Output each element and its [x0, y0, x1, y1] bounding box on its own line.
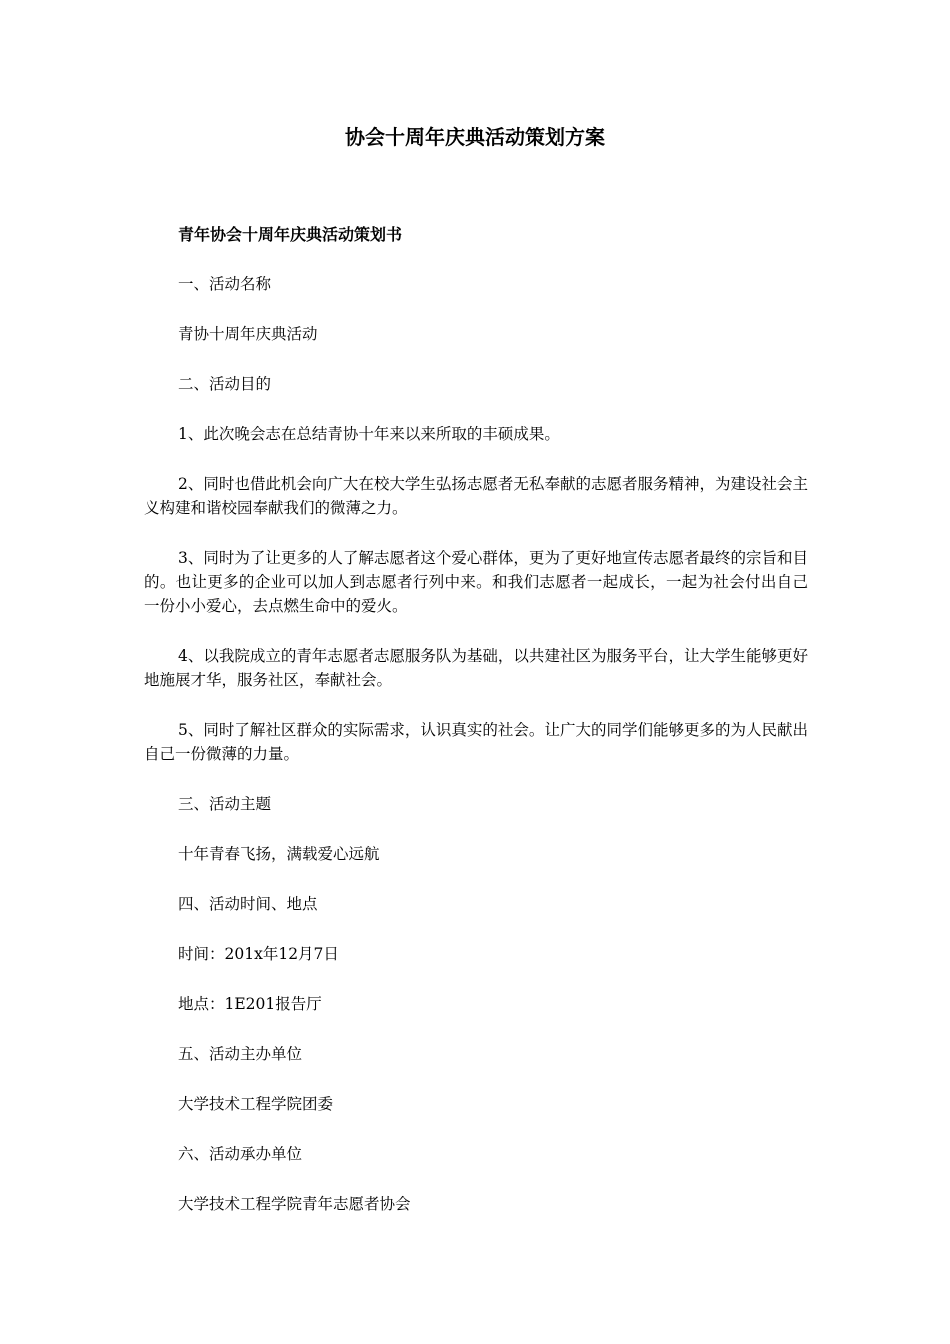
- paragraph-time: 时间：201x年12月7日: [178, 945, 339, 963]
- paragraph-purpose-4: 4、以我院成立的青年志愿者志愿服务队为基础，以共建社区为服务平台，让大学生能够更好地施展才华，服务社区，奉献社会。: [144, 647, 808, 689]
- paragraph-place: 地点：1E201报告厅: [178, 995, 322, 1013]
- section-heading-activity-purpose: 二、活动目的: [178, 375, 272, 393]
- document-subtitle: 青年协会十周年庆典活动策划书: [178, 225, 403, 244]
- paragraph-activity-name: 青协十周年庆典活动: [178, 325, 318, 343]
- paragraph-purpose-3: 3、同时为了让更多的人了解志愿者这个爱心群体，更为了更好地宣传志愿者最终的宗旨和目的。也让更多的企业可以加人到志愿者行列中来。和我们志愿者一起成长，一起为社会付出自己一份小小爱心，去点燃生命中的爱火。: [144, 549, 808, 615]
- paragraph-purpose-1: 1、此次晚会志在总结青协十年来以来所取的丰硕成果。: [178, 425, 560, 443]
- paragraph-host: 大学技术工程学院团委: [178, 1095, 334, 1113]
- paragraph-organizer: 大学技术工程学院青年志愿者协会: [178, 1195, 411, 1213]
- section-heading-time-place: 四、活动时间、地点: [178, 895, 318, 913]
- document-body: [144, 222, 808, 1242]
- document-title: 协会十周年庆典活动策划方案: [345, 125, 605, 149]
- section-heading-organizer: 六、活动承办单位: [178, 1145, 303, 1163]
- paragraph-purpose-5: 5、同时了解社区群众的实际需求，认识真实的社会。让广大的同学们能够更多的为人民献出自己一份微薄的力量。: [144, 721, 808, 763]
- section-heading-activity-name: 一、活动名称: [178, 275, 272, 293]
- section-heading-activity-theme: 三、活动主题: [178, 795, 272, 813]
- paragraph-activity-theme: 十年青春飞扬，满载爱心远航: [178, 845, 380, 863]
- paragraph-purpose-2: 2、同时也借此机会向广大在校大学生弘扬志愿者无私奉献的志愿者服务精神，为建设社会主义构建和谐校园奉献我们的微薄之力。: [144, 475, 808, 517]
- section-heading-host: 五、活动主办单位: [178, 1045, 303, 1063]
